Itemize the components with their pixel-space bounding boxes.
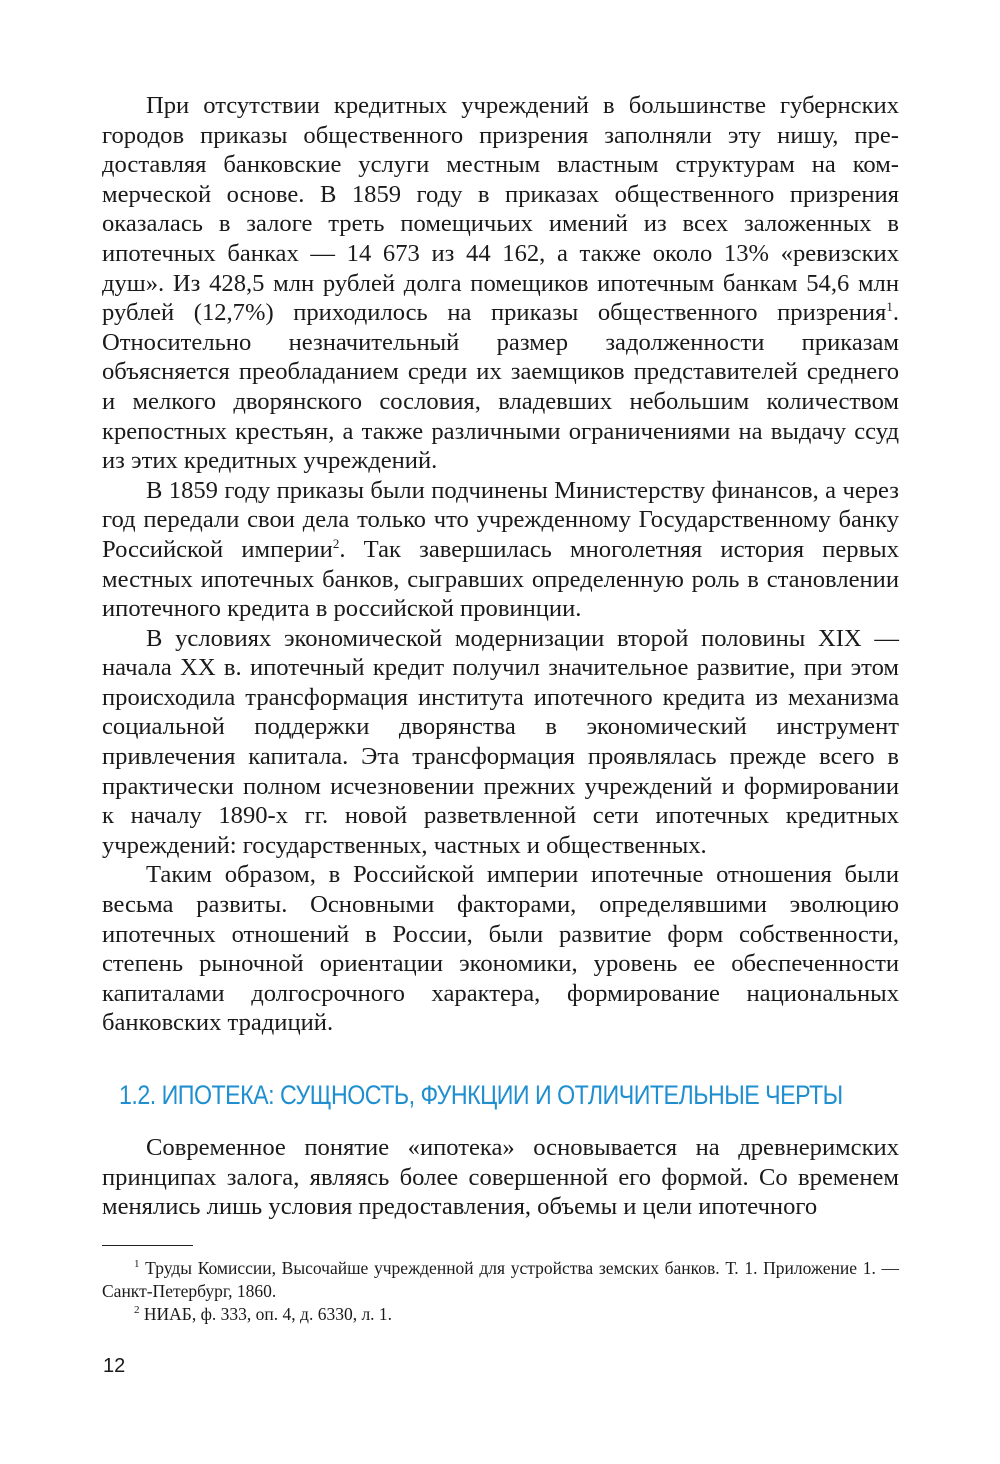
paragraph-2 <box>102 476 899 624</box>
paragraph-2-text-b: . Так завершилась многолетняя история первых местных ипотечных банков, сыгравших определенную роль в становлении ипотечного кредита в российской провинции. <box>102 535 900 623</box>
footnote-2-marker: 2 <box>134 1304 140 1317</box>
footnotes <box>102 1257 899 1326</box>
footnote-2-text: НИАБ, ф. 333, оп. 4, д. 6330, л. 1. <box>143 1304 393 1324</box>
paragraph-4: Таким образом, в Российской империи ипотечные отношения были весьма развиты. Основными факторами, определявшими эволюцию ипотечных отношений в России, были развитие форм собственности, степень рыночной ориентации экономики, уровень ее обеспеченности капиталами долгосрочного характера, формирование национальных банковских традиций. <box>102 861 899 1037</box>
footnote-ref-2[interactable]: 2 <box>332 535 340 551</box>
paragraph-1 <box>102 91 899 476</box>
paragraph-2-text-a: В 1859 году приказы были подчинены Министерству финансов, а через год передали свои дела только что учрежденному Государственному банку Российской империи <box>102 476 899 563</box>
paragraph-1-text-b: . Относительно незначительный размер задолженности приказам объясняется преобладанием среди их заемщиков представителей среднего и мелкого дворянского сословия, владевших небольшим количеством крепостных крестьян, а также различными ограничениями на выдачу ссуд из этих кредитных учреждений. <box>102 299 899 475</box>
footnote-1-marker: 1 <box>134 1258 140 1271</box>
paragraph-5: Современное понятие «ипотека» основывается на древнеримских принципах залога, являясь более совершенной его формой. Со временем менялись лишь условия предоставления, объемы и цели ипотечного <box>102 1134 899 1221</box>
footnote-ref-1[interactable]: 1 <box>886 298 893 314</box>
main-text-top <box>102 91 899 1038</box>
paragraph-1-text-a: При отсутствии кредитных учреждений в большинстве губернских городов приказы общественного призрения заполняли эту нишу, предоставляя банковские услуги местным властным структурам на коммерческой основе. В 1859 году в приказах общественного призрения оказалась в залоге треть помещичьих имений из всех заложенных в ипотечных банках — 14 673 из 44 162, а также около 13% «ревизских душ». Из 428,5 млн рублей долга помещиков ипотечным банкам 54,6 млн рублей (12,7%) приходилось на приказы общественного призрения <box>102 92 899 327</box>
footnote-1-text: Труды Комиссии, Высочайше учрежденной для устройства земских банков. Т. 1. Приложение 1. — Санкт-Петербург, 1860. <box>102 1258 899 1301</box>
footnote-separator <box>102 1245 193 1246</box>
footnote-1 <box>102 1257 899 1303</box>
main-text-bottom <box>102 1133 899 1222</box>
footnote-2 <box>102 1303 899 1326</box>
paragraph-3: В условиях экономической модернизации второй половины XIX — начала XX в. ипотечный кредит получил значительное развитие, при этом происходила трансформация института ипотечного кредита из механизма социальной поддержки дворянства в экономический инструмент привлечения капитала. Эта трансформация проявлялась прежде всего в практически полном исчезновении прежних учреждений и формировании к началу 1890-х гг. новой разветвленной сети ипотечных кредитных учреждений: государственных, частных и общественных. <box>102 624 899 859</box>
page-number: 12 <box>103 1355 126 1377</box>
section-heading: 1.2. ИПОТЕКА: СУЩНОСТЬ, ФУНКЦИИ И ОТЛИЧИТЕЛЬНЫЕ ЧЕРТЫ <box>119 1080 843 1110</box>
